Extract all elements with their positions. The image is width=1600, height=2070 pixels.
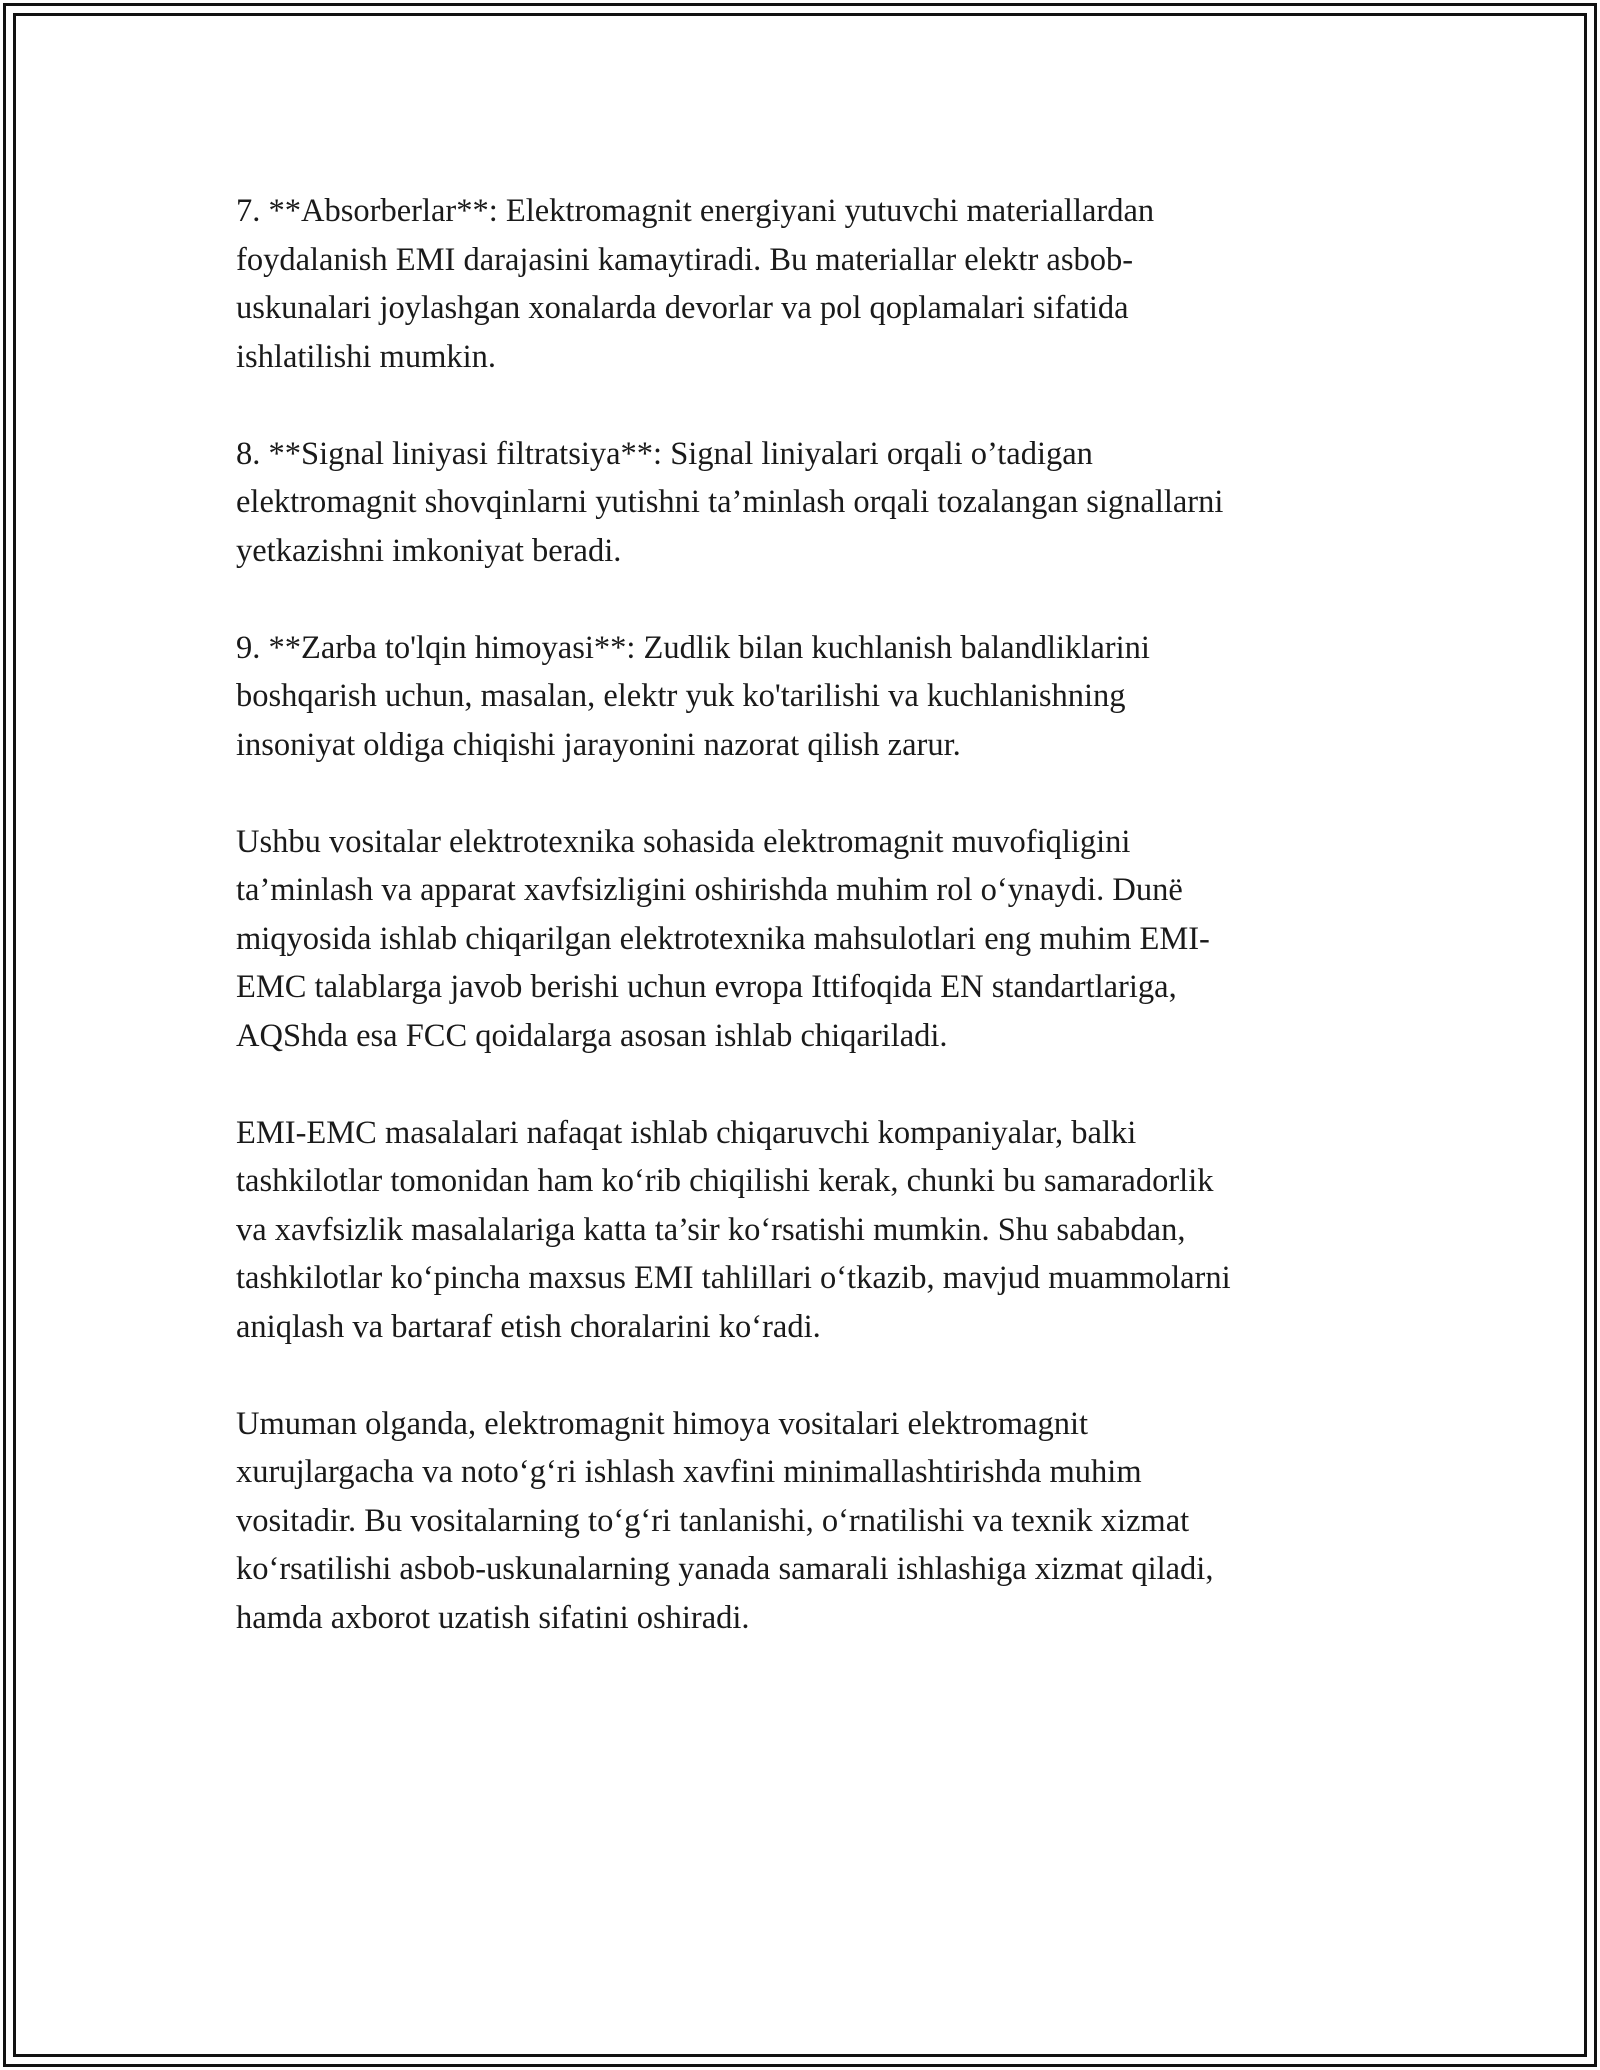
paragraph-conclusion: Umuman olganda, elektromagnit himoya vositalari elektromagnit xurujlargacha va noto‘g‘ri ishlash xavfini minimallashtirishda muhim vositadir. Bu vositalarning to‘g‘ri tanlanishi, o‘rnatilishi va texnik xizmat ko‘rsatilishi asbob-uskunalarning yanada samarali ishlashiga xizmat qiladi, hamda axborot uzatish sifatini oshiradi. xyxy=(236,1405,1214,1636)
document-body xyxy=(236,187,1376,1691)
paragraph-signal-filtration: 8. **Signal liniyasi filtratsiya**: Signal liniyalari orqali o’tadigan elektromagnit shovqinlarni yutishni ta’minlash orqali tozalangan signallarni yetkazishni imkoniyat beradi. xyxy=(236,435,1224,569)
paragraph-surge-protection: 9. **Zarba to'lqin himoyasi**: Zudlik bilan kuchlanish balandliklarini boshqarish uchun, masalan, elektr yuk ko'tarilishi va kuchlanishning insoniyat oldiga chiqishi jarayonini nazorat qilish zarur. xyxy=(236,629,1150,763)
paragraph-emi-emc-issues: EMI-EMC masalalari nafaqat ishlab chiqaruvchi kompaniyalar, balki tashkilotlar tomonidan ham ko‘rib chiqilishi kerak, chunki bu samaradorlik va xavfsizlik masalalariga katta ta’sir ko‘rsatishi mumkin. Shu sababdan, tashkilotlar ko‘pincha maxsus EMI tahlillari o‘tkazib, mavjud muammolarni aniqlash va bartaraf etish choralarini ko‘radi. xyxy=(236,1114,1231,1345)
paragraph-standards: Ushbu vositalar elektrotexnika sohasida elektromagnit muvofiqligini ta’minlash va apparat xavfsizligini oshirishda muhim rol o‘ynaydi. Dunë miqyosida ishlab chiqarilgan elektrotexnika mahsulotlari eng muhim EMI- EMC talablarga javob berishi uchun evropa Ittifoqida EN standartlariga, AQShda esa FCC qoidalarga asosan ishlab chiqariladi. xyxy=(236,823,1210,1054)
paragraph-absorberlar: 7. **Absorberlar**: Elektromagnit energiyani yutuvchi materiallardan foydalanish EMI darajasini kamaytiradi. Bu materiallar elektr asbob- uskunalari joylashgan xonalarda devorlar va pol qoplamalari sifatida ishlatilishi mumkin. xyxy=(236,193,1155,375)
